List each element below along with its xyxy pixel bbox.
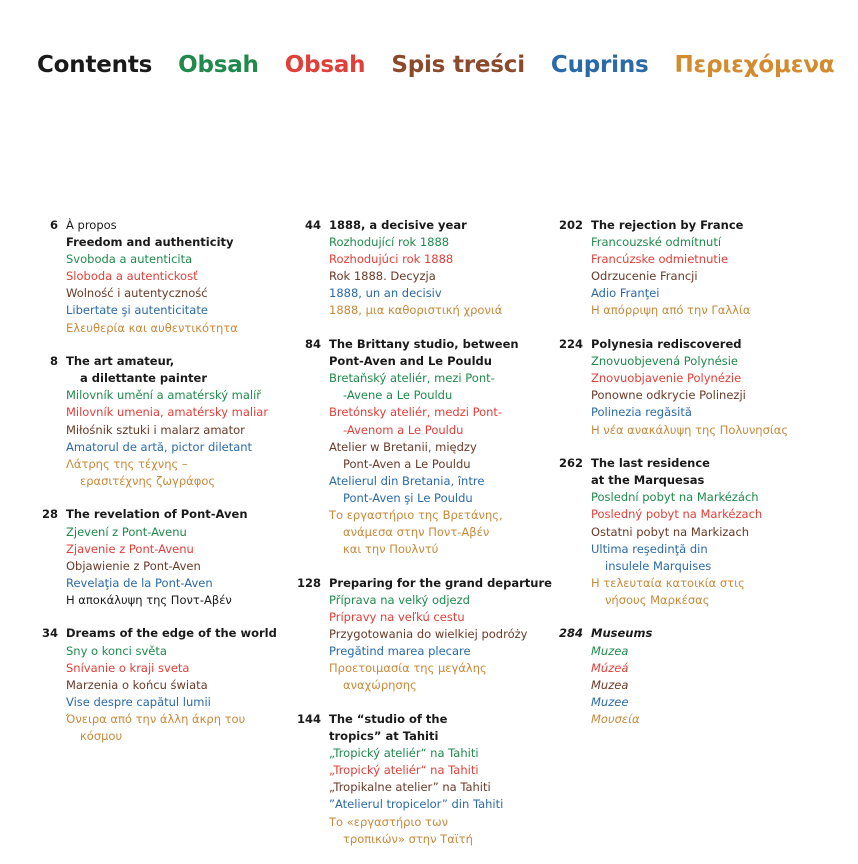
entry-translation: Polinezia regăsită	[591, 405, 692, 420]
entry-title: 1888, a decisive year	[329, 218, 467, 232]
entry-translation: Posledný pobyt na Markézach	[591, 507, 763, 522]
toc-entry[interactable]	[41, 506, 277, 609]
entry-translation: Libertate şi autenticitate	[66, 303, 208, 318]
entry-translation: Rok 1888. Decyzja	[329, 269, 436, 284]
entry-translation: „Tropikalne atelier” na Tahiti	[329, 780, 491, 795]
entry-translation: Το εργαστήριο της Βρετάνης,	[329, 508, 503, 522]
toc-column-3	[558, 217, 789, 745]
entry-translation: Adio Franţei	[591, 286, 660, 301]
entry-translation: κόσμου	[80, 729, 123, 744]
entry-translation: ερασιτέχνης ζωγράφος	[80, 473, 216, 488]
entry-title: The “studio of the	[329, 711, 448, 726]
entry-translation: 1888, μια καθοριστική χρονιά	[329, 303, 503, 318]
entry-translation: Prípravy na veľkú cestu	[329, 609, 465, 624]
entry-translation: À propos	[66, 218, 117, 232]
entry-translation: αναχώρησης	[343, 678, 417, 693]
toc-entry[interactable]	[558, 625, 788, 728]
entry-translation: τροπικών» στην Ταϊτή	[343, 831, 473, 846]
entry-title: The revelation of Pont-Aven	[66, 507, 248, 522]
entry-translation: „Tropický ateliér“ na Tahiti	[329, 746, 479, 761]
entry-title: The rejection by France	[591, 218, 744, 232]
entry-translation: Zjevení z Pont-Avenu	[66, 524, 187, 539]
entry-translation: Όνειρα από την άλλη άκρη του	[66, 711, 246, 726]
entry-translation: Vise despre capătul lumii	[66, 694, 211, 709]
entry-title: Polynesia rediscovered	[591, 337, 742, 352]
entry-translation: Francouzské odmítnutí	[591, 235, 722, 250]
entry-translation: Atelierul din Bretania, între	[329, 473, 485, 488]
entry-translation: Bretónsky ateliér, medzi Pont-	[329, 405, 503, 420]
entry-translation: Λάτρης της τέχνης –	[66, 456, 188, 471]
toc-entry[interactable]	[296, 711, 552, 848]
entry-translation: „Tropický ateliér“ na Tahiti	[329, 763, 479, 778]
entry-translation: Sny o konci světa	[66, 643, 167, 658]
toc-entry[interactable]	[49, 217, 277, 337]
entry-title: Museums	[591, 626, 653, 641]
entry-translation: Η τελευταία κατοικία στις	[591, 575, 745, 590]
entry-translation: Atelier w Bretanii, między	[329, 439, 477, 454]
page-number: 8	[49, 354, 58, 369]
entry-translation: Η αποκάλυψη της Ποντ-Αβέν	[66, 592, 232, 607]
entry-translation: Η απόρριψη από την Γαλλία	[591, 303, 751, 318]
page-number: 84	[304, 337, 321, 352]
page-number: 44	[304, 218, 321, 232]
page-number: 34	[41, 626, 58, 641]
page-number: 224	[558, 337, 583, 352]
entry-translation: Snívanie o kraji sveta	[66, 660, 190, 675]
entry-title: Freedom and authenticity	[66, 235, 234, 250]
entry-translation: Milovník umění a amatérský malíř	[66, 388, 262, 403]
entry-translation: Příprava na velký odjezd	[329, 592, 470, 607]
entry-translation: -Avene a Le Pouldu	[343, 388, 453, 403]
entry-translation: Μουσεία	[591, 711, 640, 726]
contents-header	[37, 52, 858, 82]
page-number: 28	[41, 507, 58, 522]
entry-translation: ανάμεσα στην Ποντ-Αβέν	[343, 525, 490, 540]
page-number: 128	[296, 575, 321, 590]
entry-translation: Francúzske odmietnutie	[591, 252, 729, 267]
header-title-5: Περιεχόμενα	[674, 52, 835, 78]
toc-entry[interactable]	[304, 217, 552, 320]
toc-entry[interactable]	[49, 353, 277, 490]
entry-translation: Ελευθερία και αυθεντικότητα	[66, 320, 238, 335]
toc-column-1	[41, 217, 277, 762]
toc-entry[interactable]	[558, 455, 788, 609]
toc-entry[interactable]	[296, 575, 552, 695]
entry-title: a dilettante painter	[80, 371, 208, 386]
entry-translation: Revelaţia de la Pont-Aven	[66, 575, 213, 590]
page-number: 144	[296, 711, 321, 726]
entry-translation: Pont-Aven şi Le Pouldu	[343, 490, 473, 505]
entry-translation: Marzenia o końcu świata	[66, 677, 208, 692]
entry-translation: Sloboda a autentickosť	[66, 269, 198, 284]
entry-translation: Rozhodující rok 1888	[329, 235, 450, 250]
entry-translation: Odrzucenie Francji	[591, 269, 698, 284]
entry-translation: Rozhodujúci rok 1888	[329, 252, 454, 267]
page-number: 6	[49, 218, 58, 232]
entry-translation: -Avenom a Le Pouldu	[343, 422, 464, 437]
entry-title: Dreams of the edge of the world	[66, 626, 277, 641]
entry-translation: και την Πουλντύ	[343, 542, 439, 557]
page-number: 262	[558, 456, 583, 471]
entry-translation: Το «εργαστήριο των	[329, 814, 449, 829]
entry-translation: Ponowne odkrycie Polinezji	[591, 388, 746, 403]
entry-translation: 1888, un an decisiv	[329, 286, 442, 301]
entry-translation: Znovuobjevená Polynésie	[591, 354, 738, 369]
page-number: 284	[558, 626, 583, 641]
entry-translation: Wolność i autentyczność	[66, 286, 208, 301]
entry-translation: Znovuobjavenie Polynézie	[591, 371, 742, 386]
entry-translation: νήσους Μαρκέσας	[605, 592, 710, 607]
entry-translation: Przygotowania do wielkiej podróży	[329, 627, 528, 642]
entry-translation: Muzea	[591, 677, 629, 692]
entry-title: The last residence	[591, 456, 710, 471]
toc-column-2	[296, 217, 552, 864]
entry-translation: Bretaňský ateliér, mezi Pont-	[329, 371, 495, 386]
header-title-3: Spis treści	[391, 52, 525, 78]
entry-translation: ”Atelierul tropicelor” din Tahiti	[329, 797, 504, 812]
entry-translation: Poslední pobyt na Markézách	[591, 490, 759, 505]
header-title-4: Cuprins	[550, 52, 649, 78]
toc-entry[interactable]	[558, 336, 789, 439]
entry-title: Pont-Aven and Le Pouldu	[329, 354, 492, 369]
page-number: 202	[558, 218, 583, 232]
header-title-0: Contents	[37, 52, 153, 78]
entry-title: The Brittany studio, between	[329, 337, 519, 352]
entry-title: The art amateur,	[66, 354, 175, 369]
entry-translation: Múzeá	[591, 660, 629, 675]
entry-translation: insulele Marquises	[605, 558, 712, 573]
toc-entry[interactable]	[304, 336, 552, 558]
entry-translation: Muzea	[591, 643, 629, 658]
entry-translation: Ostatni pobyt na Markizach	[591, 524, 750, 539]
entry-translation: Η νέα ανακάλυψη της Πολυνησίας	[591, 422, 789, 437]
entry-translation: Zjavenie z Pont-Avenu	[66, 541, 194, 556]
entry-translation: Ultima reşedinţă din	[591, 541, 708, 556]
entry-translation: Amatorul de artă, pictor diletant	[66, 439, 253, 454]
entry-title: Preparing for the grand departure	[329, 575, 552, 590]
header-title-2: Obsah	[284, 52, 366, 78]
entry-translation: Milovník umenia, amatérsky maliar	[66, 405, 269, 420]
header-title-1: Obsah	[178, 52, 259, 78]
toc-entry[interactable]	[41, 625, 277, 745]
entry-translation: Muzee	[591, 694, 629, 709]
entry-title: tropics” at Tahiti	[329, 729, 439, 744]
entry-translation: Pregătind marea plecare	[329, 644, 471, 659]
entry-title: at the Marquesas	[591, 473, 705, 488]
entry-translation: Svoboda a autenticita	[66, 252, 193, 267]
entry-translation: Miłośnik sztuki i malarz amator	[66, 422, 245, 437]
entry-translation: Pont-Aven a Le Pouldu	[343, 456, 471, 471]
entry-translation: Προετοιμασία της μεγάλης	[329, 661, 487, 676]
toc-entry[interactable]	[558, 217, 788, 320]
entry-translation: Objawienie z Pont-Aven	[66, 558, 201, 573]
